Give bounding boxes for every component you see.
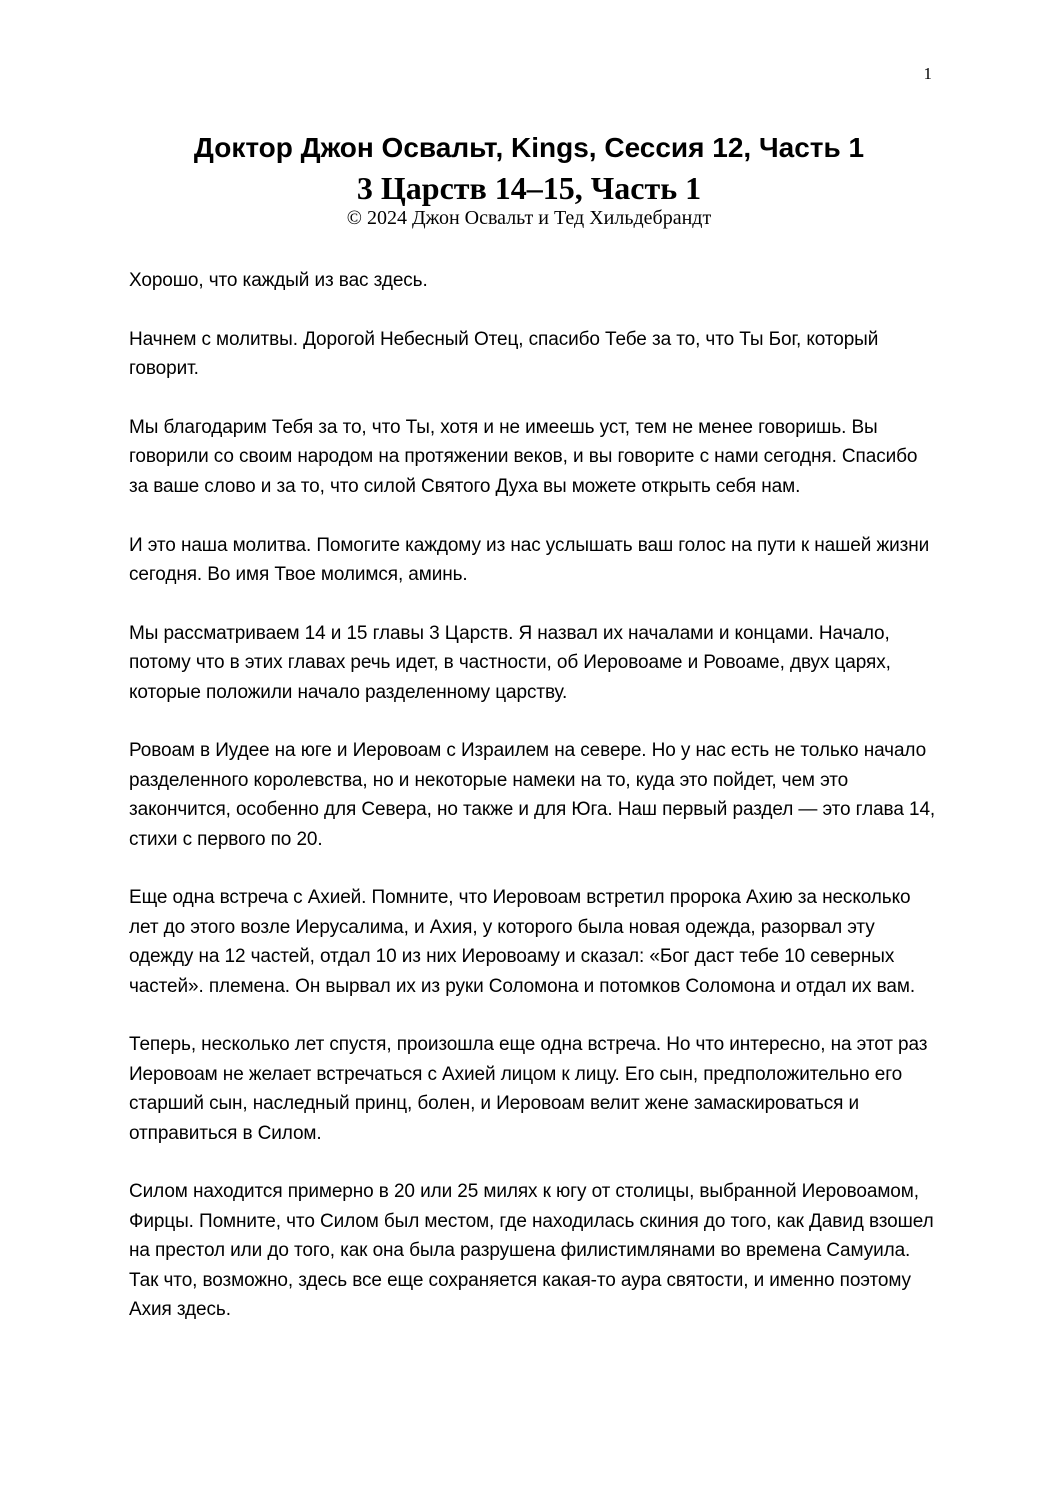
document-title: Доктор Джон Освальт, Kings, Сессия 12, Часть 1: [193, 132, 865, 163]
paragraph: Начнем с молитвы. Дорогой Небесный Отец, спасибо Тебе за то, что Ты Бог, который говорит.: [129, 328, 879, 380]
paragraph: Ровоам в Иудее на юге и Иеровоам с Израилем на севере. Но у нас есть не только начало разделенного королевства, но и некоторые намеки на то, куда это пойдет, чем это закончится, особенно для Севера, но также и для Юга. Наш первый раздел — это глава 14, стихи с первого по 20.: [129, 740, 936, 850]
document-header: [0, 128, 1058, 228]
copyright-line: © 2024 Джон Освальт и Тед Хильдебрандт: [346, 207, 712, 229]
paragraph: И это наша молитва. Помогите каждому из нас услышать ваш голос на пути к нашей жизни сегодня. Во имя Твое молимся, аминь.: [129, 534, 930, 586]
document-body: [129, 266, 939, 1354]
paragraph: Мы благодарим Тебя за то, что Ты, хотя и не имеешь уст, тем не менее говоришь. Вы говорили со своим народом на протяжении веков, и вы говорите с нами сегодня. Спасибо за ваше слово и за то, что силой Святого Духа вы можете открыть себя нам.: [129, 417, 918, 497]
paragraph: Теперь, несколько лет спустя, произошла еще одна встреча. Но что интересно, на этот раз Иеровоам не желает встречаться с Ахией лицом к лицу. Его сын, предположительно его старший сын, наследный принц, болен, и Иеровоам велит жене замаскироваться и отправиться в Силом.: [129, 1034, 928, 1144]
page-number: 1: [923, 64, 932, 83]
paragraph: Еще одна встреча с Ахией. Помните, что Иеровоам встретил пророка Ахию за несколько лет до этого возле Иерусалима, и Ахия, у которого была новая одежда, разорвал эту одежду на 12 частей, отдал 10 из них Иеровоаму и сказал: «Бог даст тебе 10 северных частей». племена. Он вырвал их из руки Соломона и потомков Соломона и отдал их вам.: [129, 887, 916, 997]
paragraph: Силом находится примерно в 20 или 25 милях к югу от столицы, выбранной Иеровоамом, Фирцы. Помните, что Силом был местом, где находилась скиния до того, как Давид взошел на престол или до того, как она была разрушена филистимлянами во времена Самуила. Так что, возможно, здесь все еще сохраняется какая-то аура святости, и именно поэтому Ахия здесь.: [129, 1181, 934, 1321]
document-subtitle: 3 Царств 14–15, Часть 1: [356, 170, 702, 206]
paragraph: Мы рассматриваем 14 и 15 главы 3 Царств. Я назвал их началами и концами. Начало, потому что в этих главах речь идет, в частности, об Иеровоаме и Ровоаме, двух царях, которые положили начало разделенному царству.: [129, 622, 891, 703]
paragraph: Хорошо, что каждый из вас здесь.: [129, 270, 428, 291]
